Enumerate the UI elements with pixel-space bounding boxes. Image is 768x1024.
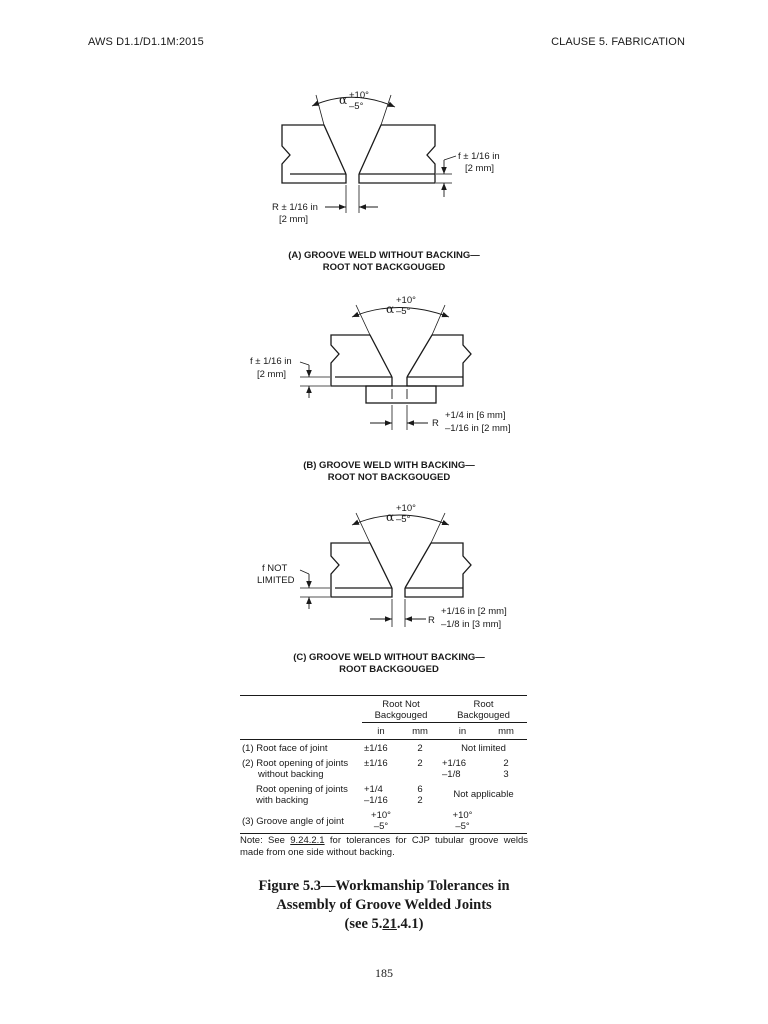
row-label: (3) Groove angle of joint — [242, 815, 344, 827]
angle-alpha: α — [386, 510, 395, 524]
root-opening-plus: +1/4 in [6 mm] — [445, 410, 506, 421]
unit-mm: mm — [400, 723, 440, 740]
page-number: 185 — [375, 966, 393, 980]
angle-minus: –5° — [396, 514, 411, 525]
angle-plus: +10° — [349, 90, 369, 101]
diagram-a — [282, 95, 456, 213]
table-row: (2) Root opening of joints without backing ±1/16 2 +1/16 –1/8 2 3 — [240, 755, 527, 781]
angle-alpha: α — [386, 302, 395, 316]
root-opening-tolerance-mm: [2 mm] — [279, 214, 309, 225]
right-plate — [405, 543, 471, 597]
table-row: Root opening of joints with backing +1/4 –1/16 6 2 Not applicable — [240, 781, 527, 807]
angle-plus: +10° — [396, 295, 416, 306]
left-plate — [331, 335, 392, 386]
diagram-a-labels — [272, 90, 500, 273]
unit-in: in — [362, 723, 400, 740]
backing-bar — [366, 386, 436, 403]
right-plate — [407, 335, 471, 386]
root-face-tolerance-mm: [2 mm] — [465, 163, 495, 174]
tolerance-table — [240, 695, 527, 836]
caption-b-line2: ROOT NOT BACKGOUGED — [327, 472, 451, 483]
running-header-clause: CLAUSE 5. FABRICATION — [551, 36, 685, 48]
caption-a-line1: (A) GROOVE WELD WITHOUT BACKING— — [288, 250, 480, 261]
column-group-root-backgouged: Root Backgouged — [440, 698, 527, 723]
caption-a-line2: ROOT NOT BACKGOUGED — [322, 262, 446, 273]
table-row: (1) Root face of joint ±1/16 2 Not limited — [240, 740, 527, 756]
unit-mm: mm — [485, 723, 527, 740]
table-note: Note: See 9.24.2.1 for tolerances for CJP tubular groove welds made from one side without backing. — [240, 835, 528, 858]
running-header-standard: AWS D1.1/D1.1M:2015 — [88, 36, 204, 48]
angle-plus: +10° — [396, 503, 416, 514]
angle-minus: –5° — [349, 101, 364, 112]
note-reference: 9.24.2.1 — [290, 835, 325, 846]
diagram-b-labels — [250, 295, 510, 483]
left-plate — [331, 543, 392, 597]
row-label: (1) Root face of joint — [242, 743, 328, 754]
angle-alpha: α — [339, 93, 348, 107]
root-opening-minus: –1/16 in [2 mm] — [445, 423, 511, 434]
figure-title: Figure 5.3—Workmanship Tolerances in Assembly of Groove Welded Joints (see 5.21.4.1) — [258, 878, 510, 932]
root-face-tolerance-mm: [2 mm] — [257, 369, 287, 380]
root-face-label-line2: LIMITED — [257, 575, 295, 586]
row-label: (2) Root opening of joints without backing — [242, 758, 349, 780]
root-opening-label: R — [432, 418, 439, 429]
root-face-tolerance: f ± 1/16 in — [458, 151, 500, 162]
root-face-tolerance: f ± 1/16 in — [250, 356, 292, 367]
table-row: (3) Groove angle of joint +10° –5° +10° –5° — [240, 807, 527, 834]
caption-c-line2: ROOT BACKGOUGED — [339, 664, 439, 675]
root-opening-plus: +1/16 in [2 mm] — [441, 606, 507, 617]
root-face-label: f NOT — [262, 563, 288, 574]
column-group-root-not-backgouged: Root Not Backgouged — [362, 698, 440, 723]
root-opening-tolerance: R ± 1/16 in — [272, 202, 318, 213]
diagram-c-labels — [257, 503, 507, 675]
root-opening-label: R — [428, 615, 435, 626]
caption-b-line1: (B) GROOVE WELD WITH BACKING— — [303, 460, 475, 471]
caption-c-line1: (C) GROOVE WELD WITHOUT BACKING— — [293, 652, 485, 663]
root-opening-minus: –1/8 in [3 mm] — [441, 619, 502, 630]
unit-in: in — [440, 723, 485, 740]
angle-minus: –5° — [396, 306, 411, 317]
clause-reference: 21 — [382, 916, 397, 932]
row-label: Root opening of joints with backing — [256, 784, 348, 806]
